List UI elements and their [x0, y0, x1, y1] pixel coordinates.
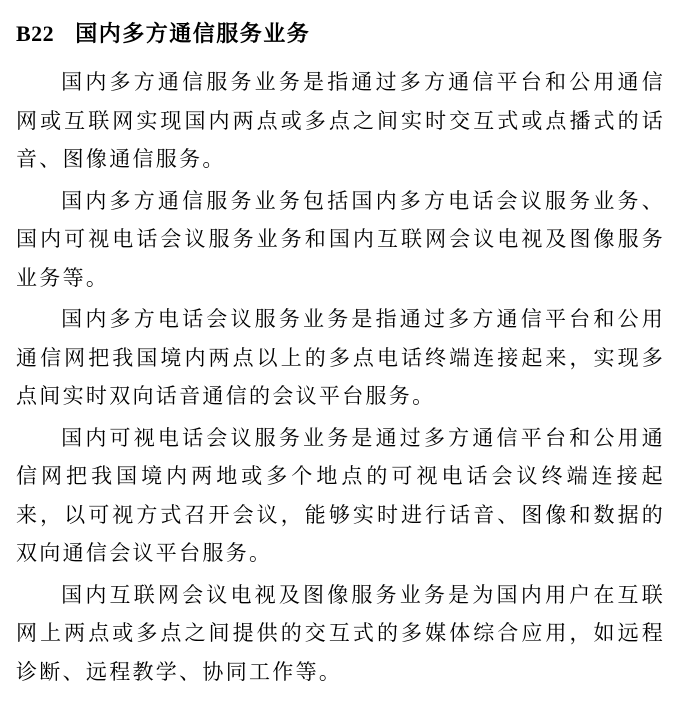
paragraph-scope: 国内多方通信服务业务包括国内多方电话会议服务业务、国内可视电话会议服务业务和国内互联网会议电视及图像服务业务等。: [16, 188, 665, 290]
paragraph-internet-conference: 国内互联网会议电视及图像服务业务是为国内用户在互联网上两点或多点之间提供的交互式的多媒体综合应用，如远程诊断、远程教学、协同工作等。: [16, 582, 665, 684]
paragraph-phone-conference: 国内多方电话会议服务业务是指通过多方通信平台和公用通信网把我国境内两点以上的多点电话终端连接起来，实现多点间实时双向话音通信的会议平台服务。: [16, 307, 665, 408]
section-title: 国内多方通信服务业务: [75, 21, 311, 46]
section-code: B22: [16, 21, 55, 46]
paragraph-video-conference: 国内可视电话会议服务业务是通过多方通信平台和公用通信网把我国境内两地或多个地点的可视电话会议终端连接起来，以可视方式召开会议，能够实时进行话音、图像和数据的双向通信会议平台服务。: [16, 425, 665, 565]
document-body: [16, 63, 665, 691]
section-heading: [16, 22, 665, 46]
paragraph-definition: 国内多方通信服务业务是指通过多方通信平台和公用通信网或互联网实现国内两点或多点之间实时交互式或点播式的话音、图像通信服务。: [16, 70, 665, 171]
